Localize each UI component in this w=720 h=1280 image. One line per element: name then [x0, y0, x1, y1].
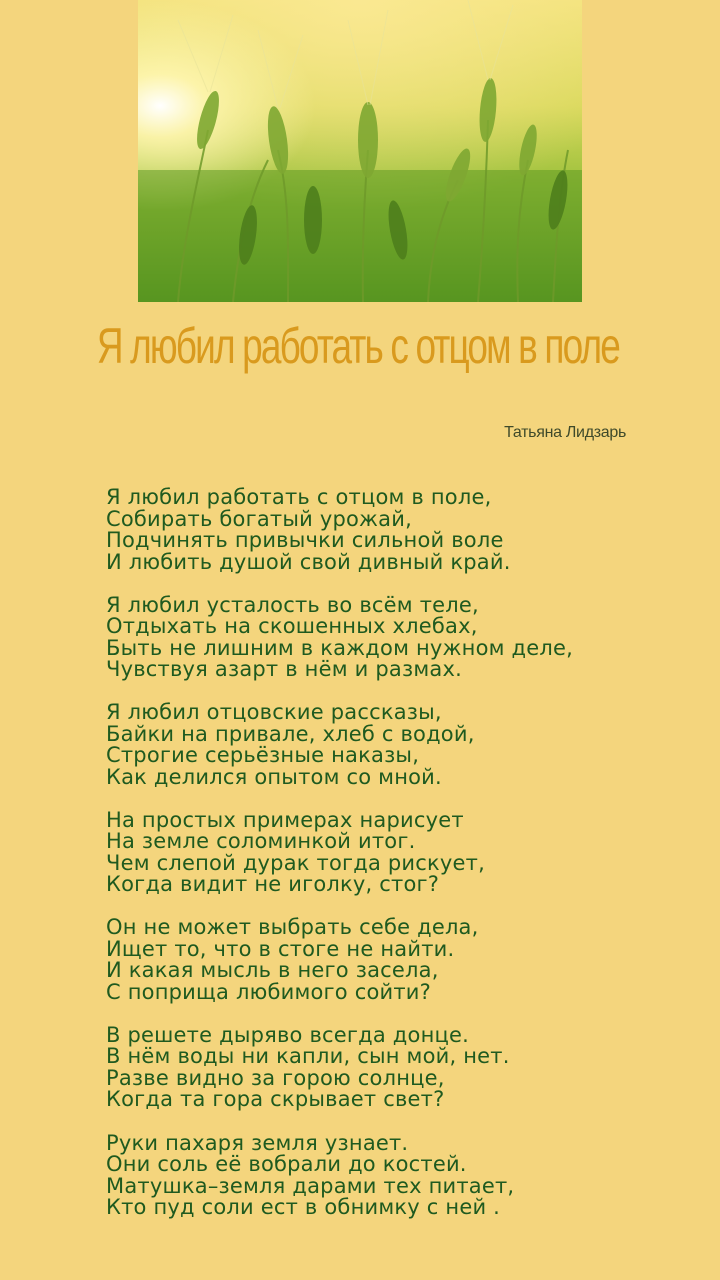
stanza [106, 1022, 706, 1112]
poem-line: Чувствуя азарт в нём и размах. [106, 657, 462, 682]
poem-line: И любить душой свой дивный край. [106, 549, 511, 574]
poem-line: Как делился опытом со мной. [106, 764, 442, 789]
stanza [106, 807, 706, 897]
poem-line: Руки пахаря земля узнает. [106, 1130, 409, 1155]
poem-line: Кто пуд соли ест в обнимку с ней . [106, 1195, 501, 1220]
poem-title: Я любил работать с отцом в поле [96, 318, 619, 374]
poem-line: Я любил отцовские рассказы, [106, 700, 442, 725]
stanza [106, 487, 706, 573]
poem-line: Ищет то, что в стоге не найти. [106, 936, 455, 961]
poem-line: На простых примерах нарисует [106, 807, 464, 832]
poem-line: Он не может выбрать себе дела, [106, 915, 479, 940]
wheat-field-illustration [138, 0, 582, 302]
poem-line: Подчинять привычки сильной воле [106, 528, 504, 552]
poem-line: Когда та гора скрывает свет? [106, 1087, 445, 1112]
stanza [106, 1130, 706, 1220]
poem-line: Отдыхать на скошенных хлебах, [106, 614, 478, 639]
poem-line: В решете дыряво всегда донце. [106, 1022, 469, 1047]
poem-line: На земле соломинкой итог. [106, 829, 416, 854]
poem-line: Чем слепой дурак тогда рискует, [106, 850, 485, 875]
poem-line: Байки на привале, хлеб с водой, [106, 721, 475, 746]
poem-line: Строгие серьёзные наказы, [106, 743, 420, 768]
poem-line: В нём воды ни капли, сын мой, нет. [106, 1044, 510, 1069]
stanza [106, 702, 706, 788]
poem-line: Я любил усталость во всём теле, [106, 592, 479, 617]
header-image [138, 0, 582, 302]
poem-line: И какая мысль в него засела, [106, 958, 439, 983]
poem-line: Я любил работать с отцом в поле, [106, 485, 492, 509]
poem-line: Они соль её вобрали до костей. [106, 1152, 467, 1177]
stanza [106, 917, 706, 1003]
poem-line: Быть не лишним в каждом нужном деле, [106, 635, 574, 660]
author-name: Татьяна Лидзарь [504, 424, 626, 441]
poem-line: Собирать богатый урожай, [106, 506, 412, 531]
poem-body [106, 487, 706, 1240]
poem-line: С поприща любимого сойти? [106, 979, 431, 1004]
poem-line: Когда видит не иголку, стог? [106, 872, 440, 897]
poem-line: Разве видно за горою солнце, [106, 1065, 445, 1090]
stanza [106, 592, 706, 682]
poem-line: Матушка–земля дарами тех питает, [106, 1173, 515, 1198]
